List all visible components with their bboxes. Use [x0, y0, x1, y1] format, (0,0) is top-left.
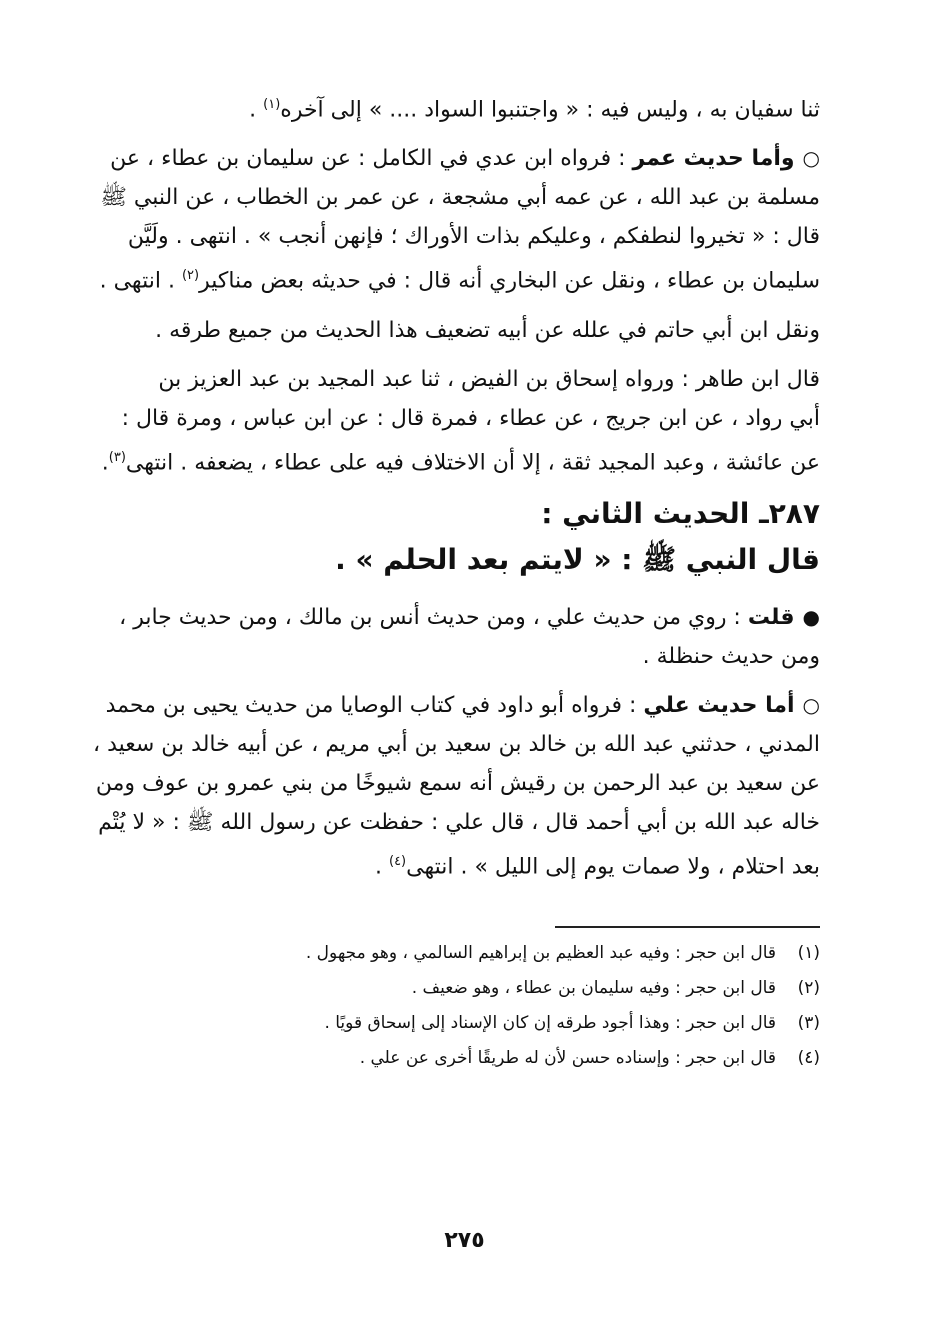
footnote-number: (١) — [797, 943, 820, 964]
text-line: عن سعيد بن عبد الرحمن بن رقيش أنه سمع شيوخًا من بني عمرو بن عوف ومن — [95, 770, 820, 796]
text-span: . — [101, 449, 109, 475]
page-body — [90, 85, 820, 1076]
text-line — [90, 842, 820, 886]
text-line: قال ابن طاهر : ورواه إسحاق بن الفيض ، ثنا عبد المجيد بن عبد العزيز بن — [158, 366, 820, 392]
text-span: سليمان بن عطاء ، ونقل عن البخاري أنه قال : في حديثه بعض مناكير — [199, 268, 820, 294]
hadith-heading: ٢٨٧ـ الحديث الثاني : — [541, 496, 820, 530]
text-line: المدني ، حدثني عبد الله بن خالد بن سعيد بن أبي مريم ، عن أبيه خالد بن سعيد ، — [92, 731, 820, 757]
footnote — [90, 1006, 820, 1041]
qult-paragraph — [90, 598, 820, 676]
hadith-quote: قال النبي ﷺ : « لايتم بعد الحلم » . — [335, 542, 820, 576]
text-span: . انتهى . — [99, 268, 175, 294]
footnotes — [90, 936, 820, 1076]
footnote-text: قال ابن حجر : وفيه سليمان بن عطاء ، وهو ضعيف . — [411, 978, 776, 999]
footnote-text: قال ابن حجر : وهذا أجود طرقه إن كان الإسناد إلى إسحاق قويًا . — [324, 1013, 776, 1034]
filled-circle-icon: ● — [802, 604, 820, 629]
ali-paragraph — [90, 686, 820, 886]
text-span: ثنا سفيان به ، وليس فيه : « واجتنبوا السواد .... » إلى آخره — [280, 97, 820, 123]
text-span: . — [249, 97, 257, 123]
section-label: أما حديث علي — [643, 692, 795, 718]
text-line: أبي رواد ، عن ابن جريج ، عن عطاء ، فمرة قال : عن ابن عباس ، ومرة قال : — [121, 405, 820, 431]
section-label: قلت — [747, 604, 795, 630]
text-line — [90, 598, 820, 637]
text-line — [90, 438, 820, 482]
footnote-divider — [555, 926, 820, 928]
text-span: : فرواه ابن عدي في الكامل : عن سليمان بن عطاء ، عن — [110, 146, 626, 172]
text-span: . — [374, 854, 382, 880]
footnote — [90, 971, 820, 1006]
text-span: : فرواه أبو داود في كتاب الوصايا من حديث يحيى بن محمد — [105, 692, 637, 718]
footnote-ref: (٢) — [181, 268, 200, 284]
text-line — [90, 686, 820, 725]
text-line — [90, 85, 820, 129]
section-label: وأما حديث عمر — [632, 146, 795, 172]
opening-paragraph — [90, 85, 820, 129]
text-span: بعد احتلام ، ولا صمات يوم إلى الليل » . انتهى — [406, 854, 820, 880]
text-line: ومن حديث حنظلة . — [642, 643, 820, 669]
text-line: مسلمة بن عبد الله ، عن عمه أبي مشجعة ، عن عمر بن الخطاب ، عن النبي ﷺ — [100, 185, 820, 211]
footnote-ref: (١) — [263, 97, 281, 112]
footnote-number: (٢) — [797, 978, 820, 999]
footnote-text: قال ابن حجر : وإسناده حسن لأن له طريقًا أخرى عن علي . — [359, 1048, 776, 1069]
footnote-ref: (٣) — [108, 449, 126, 465]
page-number: ٢٧٥ — [444, 1228, 485, 1253]
text-span: عن عائشة ، وعبد المجيد ثقة ، إلا أن الاختلاف فيه على عطاء ، يضعفه . انتهى — [125, 449, 820, 475]
footnote — [90, 936, 820, 971]
text-line: خاله عبد الله بن أبي أحمد قال ، قال علي : حفظت عن رسول الله ﷺ : « لا يُتْم — [98, 809, 820, 835]
text-line: ونقل ابن أبي حاتم في علله عن أبيه تضعيف هذا الحديث من جميع طرقه . — [155, 317, 820, 343]
text-span: : روي من حديث علي ، ومن حديث أنس بن مالك ، ومن حديث جابر ، — [119, 604, 741, 630]
text-line: قال : « تخيروا لنطفكم ، وعليكم بذات الأوراك ؛ فإنهن أنجب » . انتهى . ولَيَّن — [127, 224, 820, 250]
abi-hatim-paragraph — [90, 311, 820, 350]
hollow-circle-icon: ○ — [802, 146, 820, 171]
footnote — [90, 1041, 820, 1076]
umar-paragraph — [90, 139, 820, 300]
hollow-circle-icon: ○ — [802, 692, 820, 717]
footnote-number: (٤) — [797, 1048, 820, 1069]
ibn-tahir-paragraph — [90, 360, 820, 482]
text-line — [90, 139, 820, 178]
footnote-text: قال ابن حجر : وفيه عبد العظيم بن إبراهيم السالمي ، وهو مجهول . — [305, 943, 776, 964]
footnote-ref: (٤) — [388, 853, 407, 869]
footnote-number: (٣) — [797, 1013, 820, 1034]
text-line — [90, 256, 820, 300]
